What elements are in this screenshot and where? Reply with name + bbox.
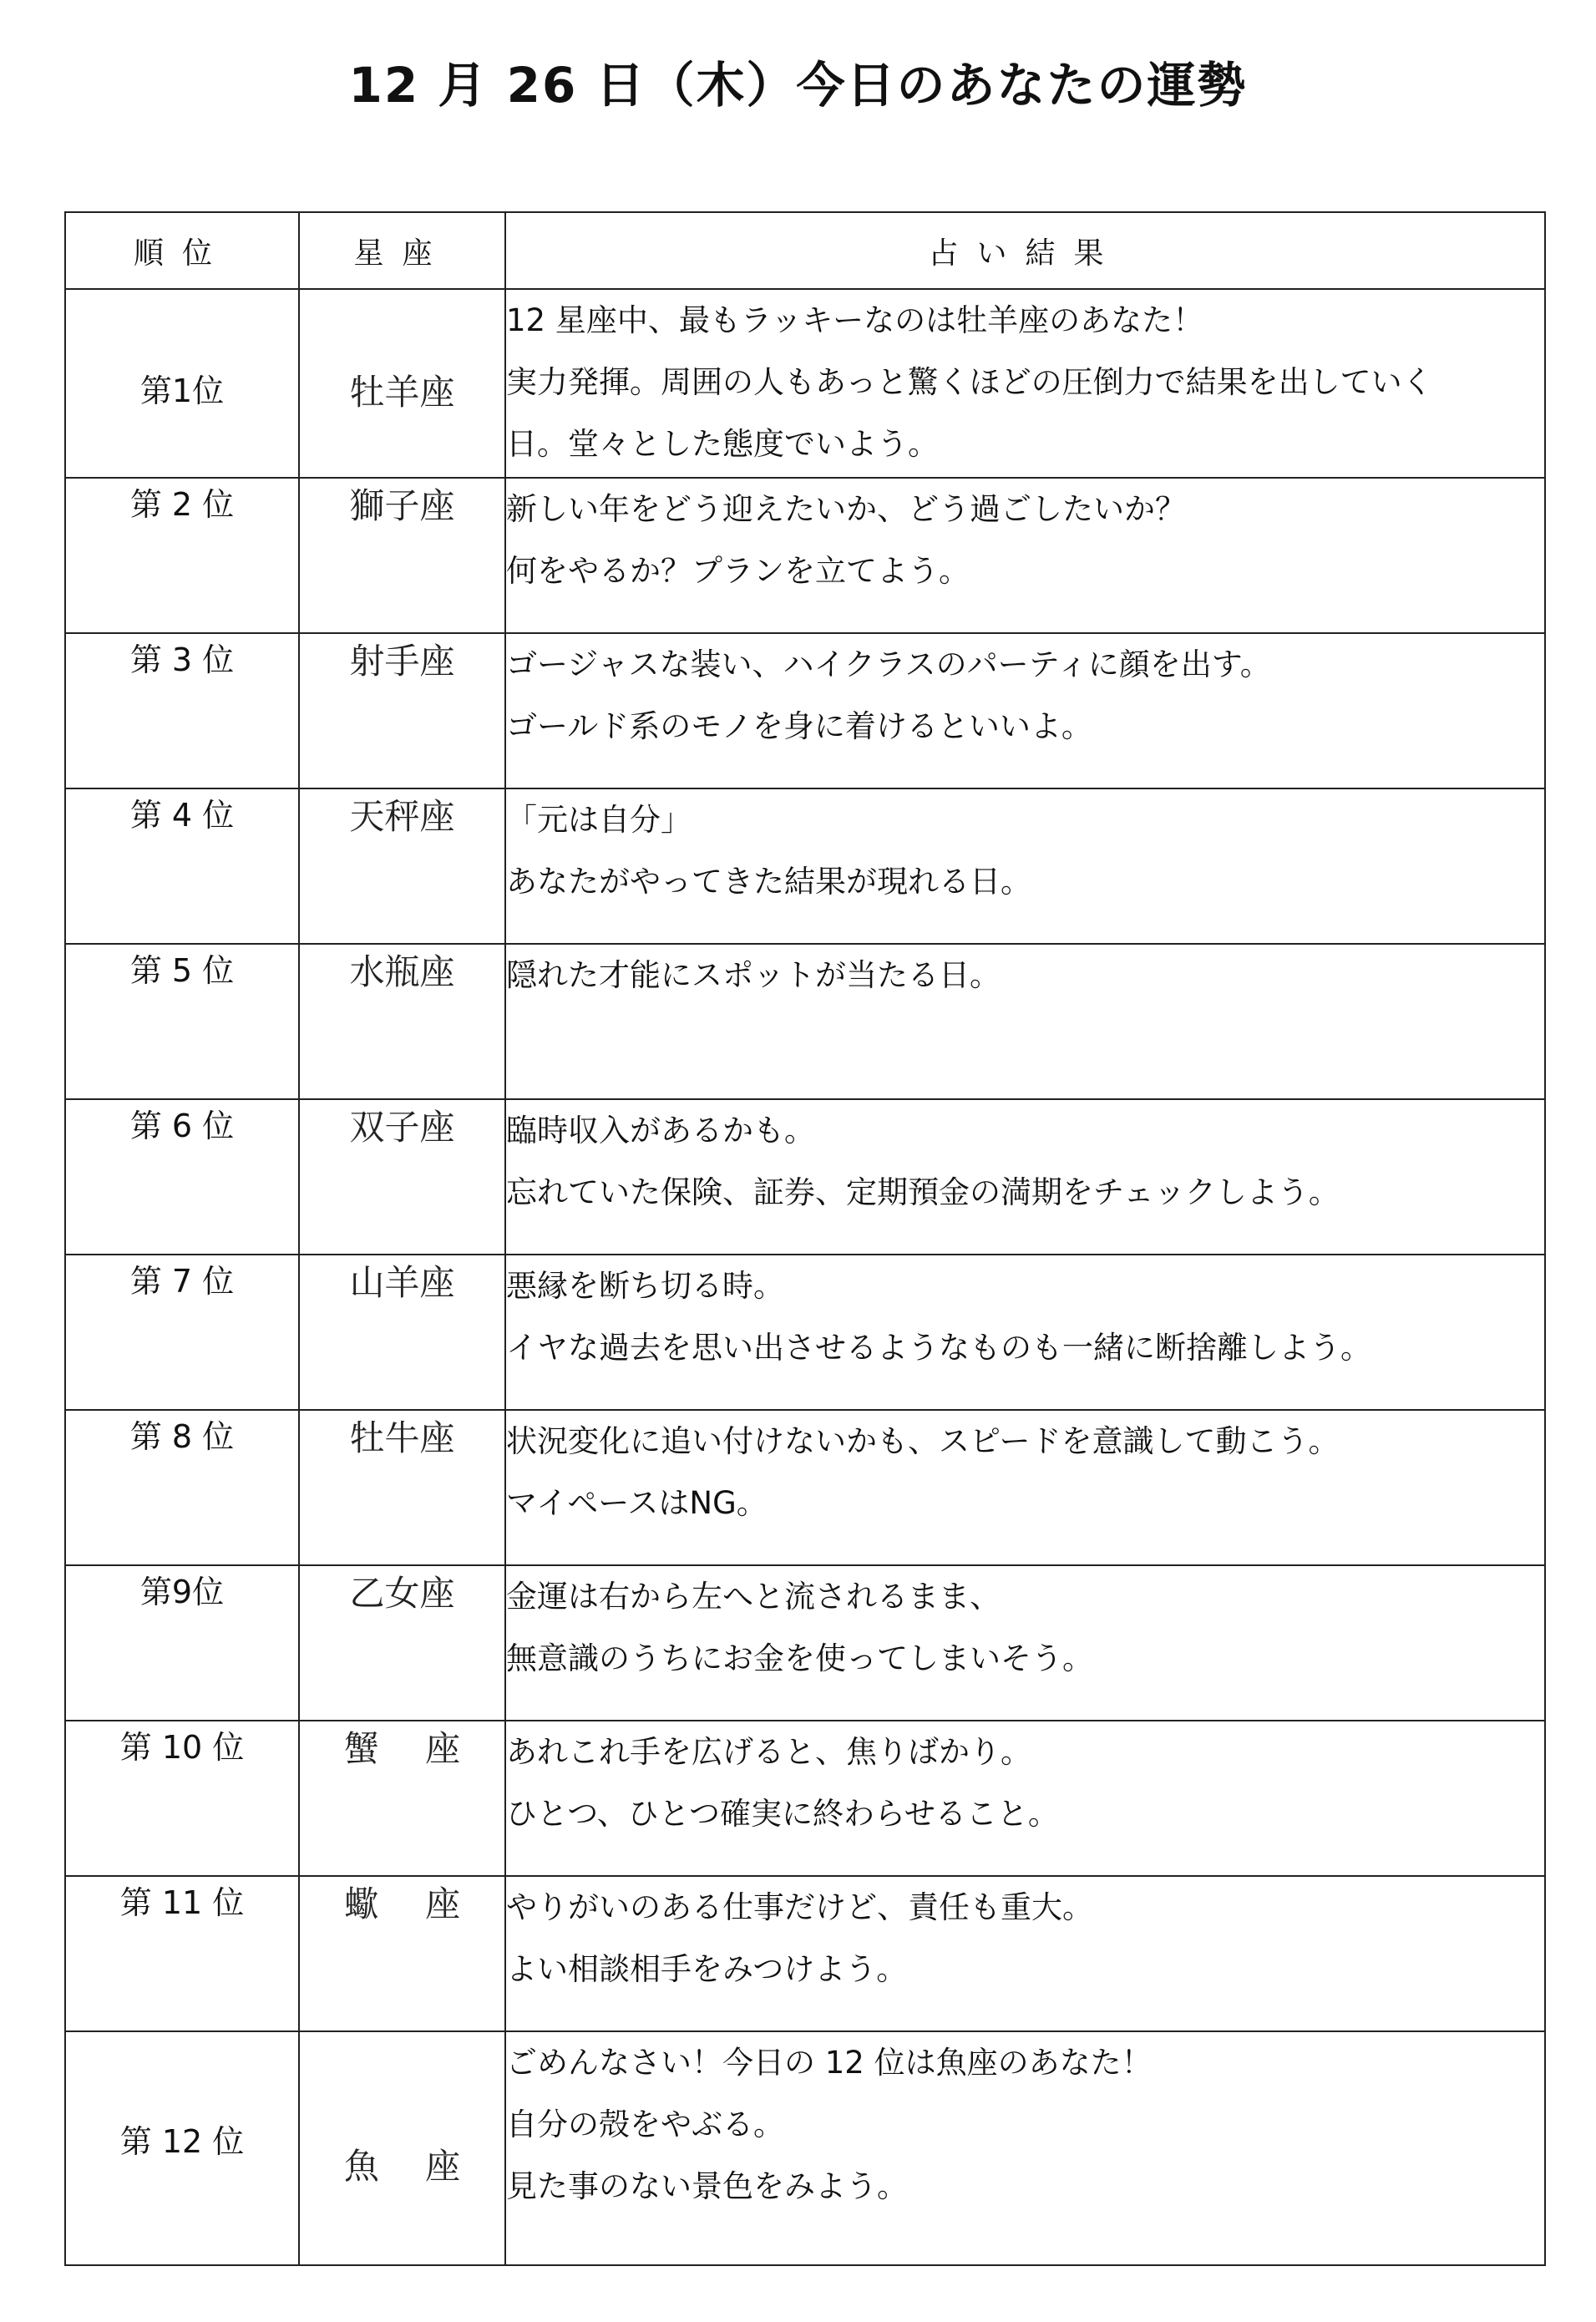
table-row [65, 1255, 1545, 1410]
sign-cell: 牡牛座 [299, 1410, 505, 1565]
result-line: 12 星座中、最もラッキーなのは牡羊座のあなた！ [506, 302, 1204, 338]
result-line: 無意識のうちにお金を使ってしまいそう。 [506, 1640, 1093, 1676]
result-line: ゴールド系のモノを身に着けるといいよ。 [506, 708, 1092, 744]
rank-cell: 第 8 位 [65, 1410, 299, 1565]
result-line: 見た事のない景色をみよう。 [506, 2168, 908, 2204]
result-line: ごめんなさい！今日の 12 位は魚座のあなた！ [506, 2045, 1153, 2081]
result-cell [505, 1255, 1545, 1410]
sign-cell: 乙女座 [299, 1565, 505, 1721]
table-row [65, 478, 1545, 633]
header-rank: 順位 [65, 212, 299, 289]
rank-cell: 第 11 位 [65, 1876, 299, 2031]
result-line: ゴージャスな装い、ハイクラスのパーティに顔を出す。 [506, 646, 1271, 682]
result-cell [505, 1565, 1545, 1721]
page-title: 12 月 26 日（木）今日のあなたの運勢 [348, 57, 1248, 114]
result-line: マイペースはNG。 [506, 1485, 768, 1521]
result-line: 自分の殻をやぶる。 [506, 2107, 784, 2142]
table-row [65, 1876, 1545, 2031]
table-row [65, 1565, 1545, 1721]
sign-cell: 牡羊座 [299, 289, 505, 478]
sign-cell: 獅子座 [299, 478, 505, 633]
result-line: イヤな過去を思い出させるようなものも一緒に断捨離しよう。 [506, 1330, 1371, 1366]
rank-cell: 第 2 位 [65, 478, 299, 633]
rank-cell: 第 10 位 [65, 1721, 299, 1876]
result-cell [505, 478, 1545, 633]
header-sign: 星座 [299, 212, 505, 289]
table-row [65, 289, 1545, 478]
result-line: 「元は自分」 [506, 802, 692, 838]
rank-cell: 第 7 位 [65, 1255, 299, 1410]
result-line: 何をやるか？プランを立てよう。 [506, 553, 970, 589]
sign-cell: 双子座 [299, 1099, 505, 1255]
table-row [65, 1099, 1545, 1255]
table-row [65, 944, 1545, 1099]
result-line: 臨時収入があるかも。 [506, 1113, 815, 1148]
sign-cell: 蠍 座 [299, 1876, 505, 2031]
result-line: 忘れていた保険、証券、定期預金の満期をチェックしよう。 [506, 1174, 1340, 1210]
result-line: あれこれ手を広げると、焦りばかり。 [506, 1734, 1031, 1770]
result-cell [505, 788, 1545, 944]
sign-cell: 蟹 座 [299, 1721, 505, 1876]
result-line: 状況変化に追い付けないかも、スピードを意識して動こう。 [506, 1423, 1340, 1459]
result-line: 隠れた才能にスポットが当たる日。 [506, 957, 1001, 993]
result-line: 金運は右から左へと流されるまま、 [506, 1579, 1001, 1615]
result-line: 実力発揮。周囲の人もあっと驚くほどの圧倒力で結果を出していく [506, 364, 1433, 400]
result-cell [505, 289, 1545, 478]
result-line: やりがいのある仕事だけど、責任も重大。 [506, 1889, 1093, 1925]
result-cell [505, 1876, 1545, 2031]
fortune-table [64, 211, 1546, 2266]
result-cell [505, 1099, 1545, 1255]
rank-cell: 第 6 位 [65, 1099, 299, 1255]
table-row [65, 633, 1545, 788]
rank-cell: 第 4 位 [65, 788, 299, 944]
sign-cell: 射手座 [299, 633, 505, 788]
sign-cell: 山羊座 [299, 1255, 505, 1410]
rank-cell: 第9位 [65, 1565, 299, 1721]
result-cell [505, 1721, 1545, 1876]
sign-cell: 水瓶座 [299, 944, 505, 1099]
result-line: 新しい年をどう迎えたいか、どう過ごしたいか？ [506, 491, 1186, 527]
rank-cell: 第1位 [65, 289, 299, 478]
result-line: 悪縁を断ち切る時。 [506, 1268, 784, 1304]
rank-cell: 第 3 位 [65, 633, 299, 788]
result-cell [505, 1410, 1545, 1565]
table-header-row [65, 212, 1545, 289]
header-result: 占い結果 [505, 212, 1545, 289]
rank-cell: 第 12 位 [65, 2031, 299, 2265]
result-cell [505, 944, 1545, 1099]
result-cell [505, 633, 1545, 788]
table-row [65, 1410, 1545, 1565]
sign-cell: 魚 座 [299, 2031, 505, 2265]
result-line: あなたがやってきた結果が現れる日。 [506, 864, 1031, 900]
result-line: 日。堂々とした態度でいよう。 [506, 426, 939, 462]
rank-cell: 第 5 位 [65, 944, 299, 1099]
table-row [65, 1721, 1545, 1876]
sign-cell: 天秤座 [299, 788, 505, 944]
result-line: ひとつ、ひとつ確実に終わらせること。 [506, 1796, 1059, 1832]
result-line: よい相談相手をみつけよう。 [506, 1951, 908, 1987]
table-row [65, 788, 1545, 944]
table-row [65, 2031, 1545, 2265]
result-cell [505, 2031, 1545, 2265]
